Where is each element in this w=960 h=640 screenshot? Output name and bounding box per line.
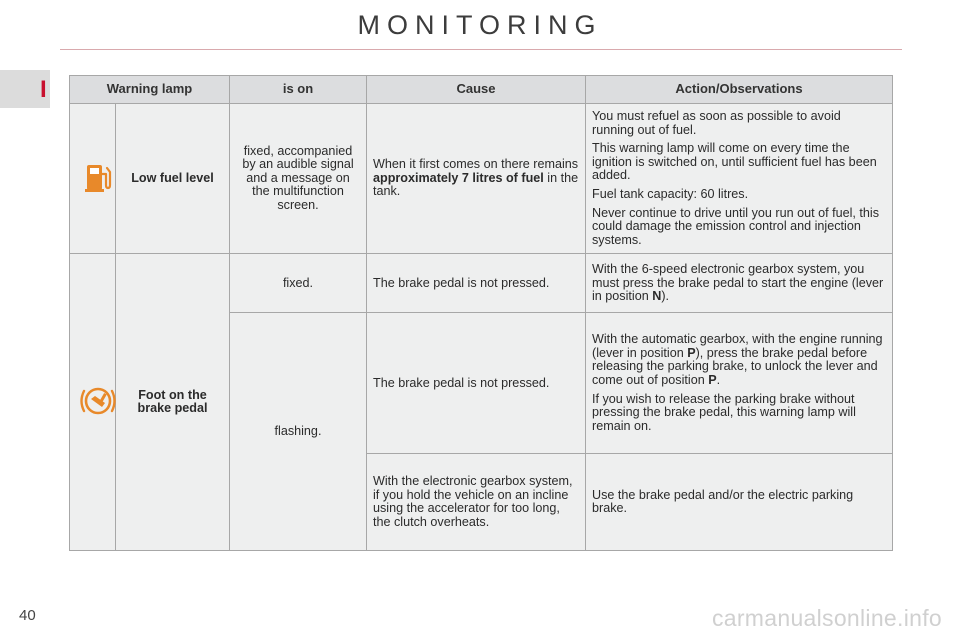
low-fuel-is-on: fixed, accompanied by an audible signal and a message on the multifunction screen.: [230, 104, 367, 254]
brake-flashing-action-gear-p: P: [687, 345, 696, 360]
brake-icon-cell: [70, 254, 116, 551]
clutch-cause: With the electronic gearbox system, if you hold the vehicle on an incline using the accelerator for too long, the clutch overheats.: [367, 454, 586, 551]
header-cause: Cause: [367, 76, 586, 104]
brake-flashing-is-on: flashing.: [230, 313, 367, 551]
brake-fixed-is-on: fixed.: [230, 254, 367, 313]
header-warning-lamp: Warning lamp: [70, 76, 230, 104]
table-row-low-fuel: [70, 104, 893, 254]
brake-flashing-action-1c: ), press the brake pedal before releasing the parking brake, to unlock the lever and come out of position: [592, 345, 878, 388]
foot-on-brake-icon: [76, 379, 120, 423]
low-fuel-action-2: This warning lamp will come on every time the ignition is switched on, until sufficient fuel has been added.: [592, 141, 877, 183]
page-title: MONITORING: [357, 10, 603, 40]
low-fuel-name: Low fuel level: [116, 104, 230, 254]
brake-flashing-action-1a: With the automatic gearbox, with the engine running (lever in position: [592, 332, 883, 360]
low-fuel-cause-text: When it first comes on there remains: [373, 157, 579, 172]
low-fuel-cause-tail: in the tank.: [373, 170, 579, 199]
brake-flashing-action-1e: .: [716, 373, 721, 388]
brake-flashing-cause: The brake pedal is not pressed.: [367, 313, 586, 454]
warning-lamp-table: [69, 75, 893, 551]
low-fuel-cause: [367, 104, 586, 254]
brake-fixed-cause: The brake pedal is not pressed.: [367, 254, 586, 313]
low-fuel-action-4: Never continue to drive until you run out of fuel, this could damage the emission control and injection systems.: [592, 205, 880, 247]
header-is-on: is on: [230, 76, 367, 104]
page-number: 40: [19, 607, 36, 624]
brake-flashing-action-2: If you wish to release the parking brake without pressing the brake pedal, this warning lamp will remain on.: [592, 391, 856, 433]
fuel-pump-icon: [76, 155, 120, 199]
table-row-brake-fixed: [70, 254, 893, 313]
low-fuel-action-1: You must refuel as soon as possible to avoid running out of fuel.: [592, 109, 841, 137]
clutch-action: Use the brake pedal and/or the electric parking brake.: [586, 454, 893, 551]
brake-flashing-action-1: [592, 333, 886, 387]
low-fuel-action: [586, 104, 893, 254]
brake-fixed-action-tail: ).: [661, 289, 670, 304]
brake-flashing-action-gear-p2: P: [708, 373, 717, 388]
brake-fixed-action: [586, 254, 893, 313]
low-fuel-cause-emphasis: approximately 7 litres of fuel: [373, 170, 544, 185]
watermark: carmanualsonline.info: [711, 605, 942, 631]
brake-fixed-action-gear: N: [652, 289, 662, 304]
section-tab-label: I: [40, 76, 47, 103]
title-divider: [60, 49, 902, 50]
brake-fixed-action-text: With the 6-speed electronic gearbox system, you must press the brake pedal to start the engine (lever in position: [592, 261, 884, 304]
brake-name: Foot on the brake pedal: [116, 254, 230, 551]
table-header-row: [70, 76, 893, 104]
low-fuel-icon-cell: [70, 104, 116, 254]
header-action: Action/Observations: [586, 76, 893, 104]
brake-flashing-action: [586, 313, 893, 454]
low-fuel-action-3: Fuel tank capacity: 60 litres.: [592, 186, 749, 201]
